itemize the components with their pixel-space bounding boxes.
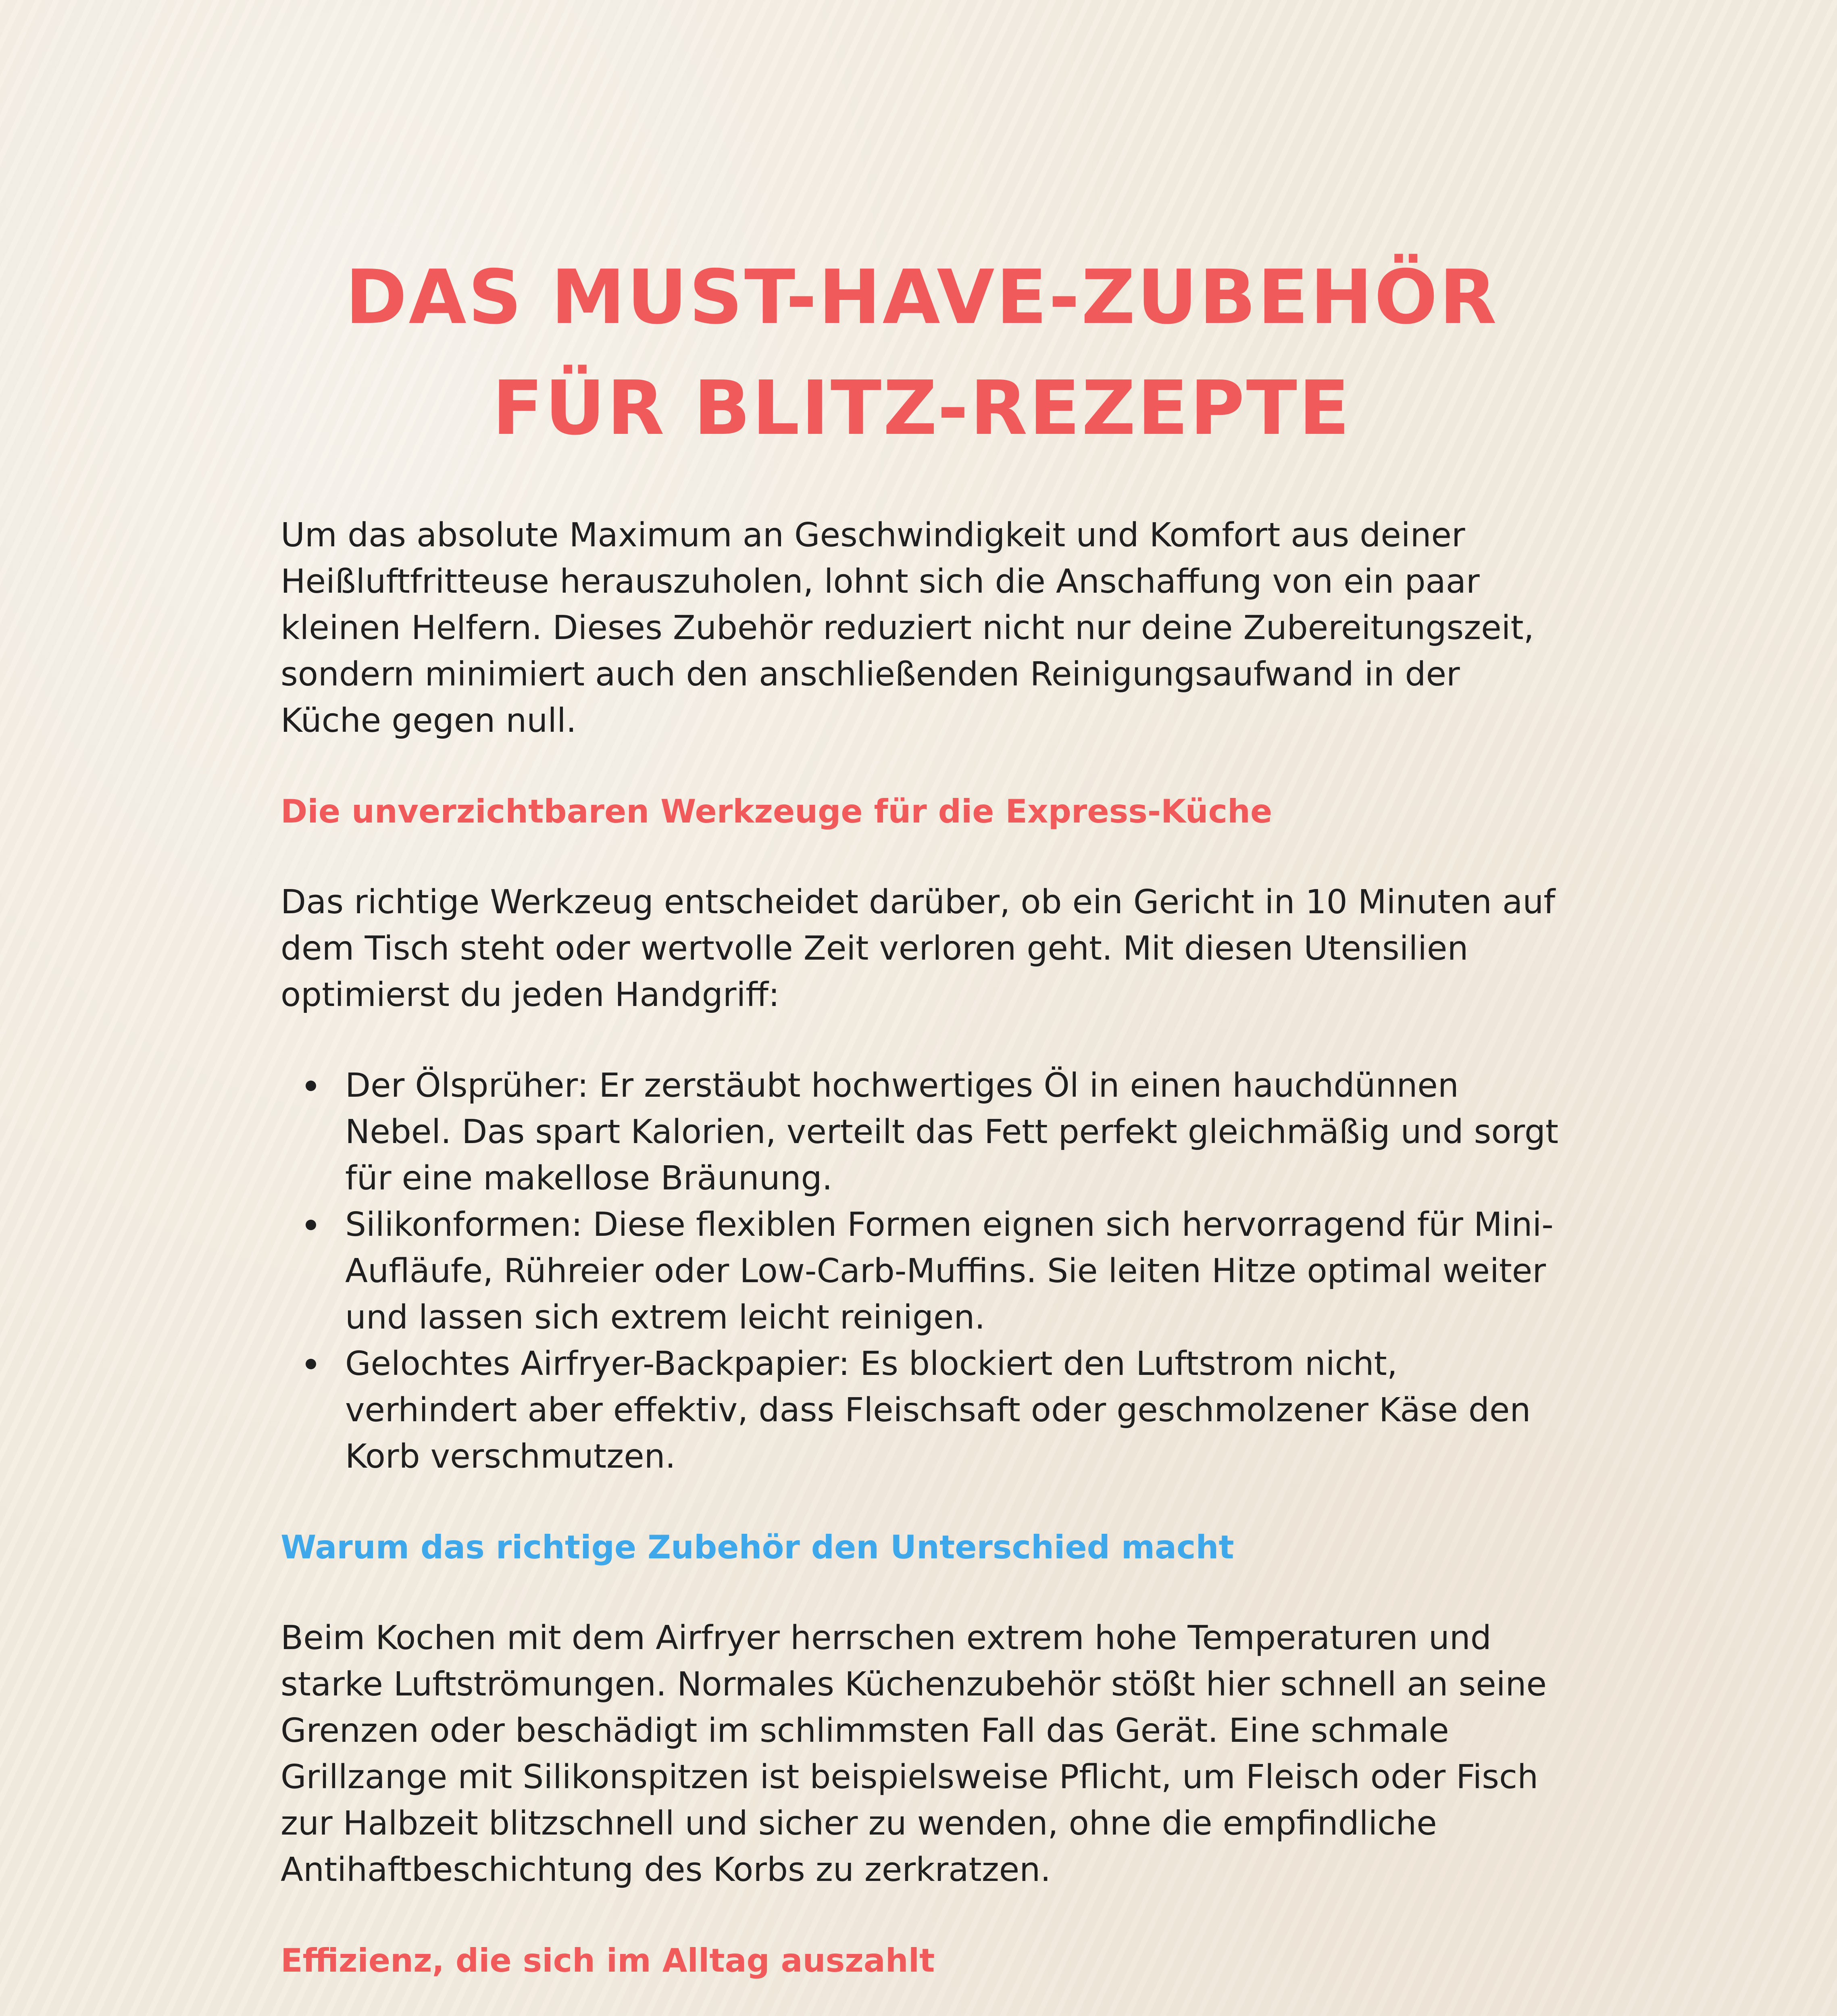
bullet-icon <box>306 1359 316 1369</box>
section-heading-werkzeuge: Die unverzichtbaren Werkzeuge für die Express-Küche <box>281 793 1273 830</box>
page-content <box>281 242 1563 2016</box>
tool-bullet-list <box>281 1062 1563 1480</box>
page-title-line-1: DAS MUST-HAVE-ZUBEHÖR <box>345 254 1498 341</box>
page-title-line-2: FÜR BLITZ-REZEPTE <box>492 364 1352 452</box>
list-item-text: Gelochtes Airfryer-Backpapier: Es blockiert den Luftstrom nicht, verhindert aber effektiv, dass Fleischsaft oder geschmolzener Käse den Korb verschmutzen. <box>345 1345 1531 1476</box>
bullet-icon <box>306 1220 316 1230</box>
list-item <box>281 1202 1563 1341</box>
section-paragraph-unterschied: Beim Kochen mit dem Airfryer herrschen extrem hohe Temperaturen und starke Luftströmungen. Normales Küchenzubehör stößt hier schnell an seine Grenzen oder beschädigt im schlimmsten Fall das Gerät. Eine schmale Grillzange mit Silikonspitzen ist beispielsweise Pflicht, um Fleisch oder Fisch zur Halbzeit blitzschnell und sicher zu wenden, ohne die empfindliche Antihaftbeschichtung des Korbs zu zerkratzen. <box>281 1619 1547 1889</box>
section-heading-effizienz: Effizienz, die sich im Alltag auszahlt <box>281 1942 935 1979</box>
bullet-icon <box>306 1081 316 1091</box>
list-item <box>281 1341 1563 1480</box>
list-item-text: Der Ölsprüher: Er zerstäubt hochwertiges Öl in einen hauchdünnen Nebel. Das spart Kalorien, verteilt das Fett perfekt gleichmäßig und sorgt für eine makellose Bräunung. <box>345 1066 1559 1198</box>
section-heading-unterschied: Warum das richtige Zubehör den Unterschied macht <box>281 1529 1234 1566</box>
list-item-text: Silikonformen: Diese flexiblen Formen eignen sich hervorragend für Mini-Aufläufe, Rühreier oder Low-Carb-Muffins. Sie leiten Hitze optimal weiter und lassen sich extrem leicht reinigen. <box>345 1206 1554 1337</box>
section-paragraph-werkzeuge: Das richtige Werkzeug entscheidet darüber, ob ein Gericht in 10 Minuten auf dem Tisch steht oder wertvolle Zeit verloren geht. Mit diesen Utensilien optimierst du jeden Handgriff: <box>281 883 1556 1014</box>
page-title <box>281 242 1563 464</box>
list-item <box>281 1062 1563 1202</box>
intro-paragraph: Um das absolute Maximum an Geschwindigkeit und Komfort aus deiner Heißluftfritteuse herauszuholen, lohnt sich die Anschaffung von ein paar kleinen Helfern. Dieses Zubehör reduziert nicht nur deine Zubereitungszeit, sondern minimiert auch den anschließenden Reinigungsaufwand in der Küche gegen null. <box>281 516 1534 740</box>
